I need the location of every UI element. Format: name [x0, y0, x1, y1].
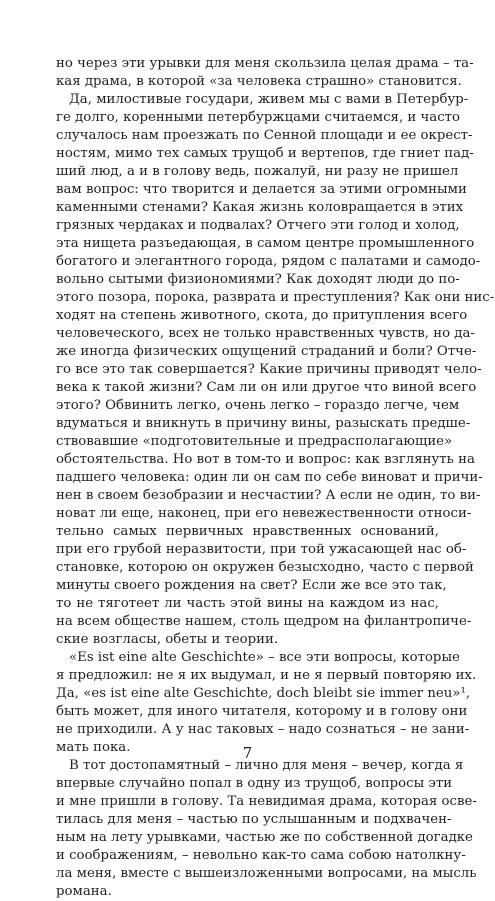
text-line: то не тяготеет ли часть этой вины на каждом из нас, — [56, 596, 439, 611]
text-line: века к такой жизни? Сам ли он или другое что виной всего — [56, 380, 477, 395]
text-line: вам вопрос: что творится и делается за этими огромными — [56, 182, 467, 197]
text-line: тельно самых первичных нравственных оснований, — [56, 524, 439, 539]
text-line: нен в своем безобразии и несчастии? А если не один, то ви- — [56, 488, 481, 503]
text-line: Да, милостивые государи, живем мы с вами в Петербур- — [69, 92, 469, 107]
page-number: 7 — [242, 744, 253, 762]
text-line: я предложил: не я их выдумал, и не я первый повторяю их. — [56, 668, 477, 683]
text-line: богатого и элегантного города, рядом с палатами и самодо- — [56, 254, 481, 269]
text-line: впервые случайно попал в одну из трущоб, вопросы эти — [56, 776, 453, 791]
text-line: новат ли еще, наконец, при его невежественности относи- — [56, 506, 472, 521]
text-line: этого позора, порока, разврата и преступления? Как они нис- — [56, 290, 495, 305]
text-line: вольно сытыми физиономиями? Как доходят люди до по- — [56, 272, 460, 287]
text-line: Да, «es ist eine alte Geschichte, doch bleibt sie immer neu»¹, — [56, 686, 471, 701]
text-line: ге долго, коренными петербуржцами считаемся, и часто — [56, 110, 461, 125]
text-line: же иногда физических ощущений страданий и боли? Отче- — [56, 344, 477, 359]
text-line: ла меня, вместе с вышеизложенными вопросами, на мысль — [56, 866, 477, 881]
text-line: но через эти урывки для меня скользила целая драма – та- — [56, 56, 474, 71]
text-line: эта нищета разъедающая, в самом центре промышленного — [56, 236, 475, 251]
text-line: вдуматься и вникнуть в причину вины, разыскать предше- — [56, 416, 471, 431]
text-line: ным на лету урывками, частью же по собственной догадке — [56, 830, 473, 845]
text-line: го все это так совершается? Какие причины приводят чело- — [56, 362, 482, 377]
page-text — [56, 55, 495, 901]
text-line: В тот достопамятный – лично для меня – вечер, когда я — [69, 758, 464, 773]
text-line: падшего человека: один ли он сам по себе виноват и причи- — [56, 470, 483, 485]
text-line: случалось нам проезжать по Сенной площади и ее окрест- — [56, 128, 473, 143]
text-line: «Es ist eine alte Geschichte» – все эти вопросы, которые — [69, 650, 460, 665]
text-line: ходят на степень животного, скота, до притупления всего — [56, 308, 468, 323]
text-line: ствовавшие «подготовительные и предрасполагающие» — [56, 434, 453, 449]
text-line: тилась для меня – частью по услышанным и подхвачен- — [56, 812, 452, 827]
text-line: этого? Обвинить легко, очень легко – гораздо легче, чем — [56, 398, 460, 413]
text-line: грязных чердаках и подвалах? Отчего эти голод и холод, — [56, 218, 460, 233]
text-line: романа. — [56, 884, 112, 899]
text-line: каменными стенами? Какая жизнь коловращается в этих — [56, 200, 464, 215]
text-line: при его грубой неразвитости, при той ужасающей нас об- — [56, 542, 467, 557]
text-line: и соображениям, – невольно как-то сама собою натолкну- — [56, 848, 466, 863]
text-line: обстоятельства. Но вот в том-то и вопрос: как взглянуть на — [56, 452, 475, 467]
text-line: на всем обществе нашем, столь щедром на филантропиче- — [56, 614, 472, 629]
text-line: и мне пришли в голову. Та невидимая драма, которая осве- — [56, 794, 477, 809]
text-line: не приходили. А у нас таковых – надо сознаться – не зани- — [56, 722, 470, 737]
text-line: мать пока. — [56, 740, 131, 755]
text-line: минуты своего рождения на свет? Если же все это так, — [56, 578, 447, 593]
text-line: человеческого, всех не только нравственных чувств, но да- — [56, 326, 475, 341]
text-line: кая драма, в которой «за человека страшно» становится. — [56, 74, 462, 89]
text-line: ший люд, а и в голову ведь, пожалуй, ни разу не пришел — [56, 164, 459, 179]
text-line: ские возгласы, обеты и теории. — [56, 632, 279, 647]
text-line: становке, которою он окружен безысходно, часто с первой — [56, 560, 474, 575]
text-line: быть может, для иного читателя, которому и в голову они — [56, 704, 468, 719]
text-line: ностям, мимо тех самых трущоб и вертепов, где гниет пад- — [56, 146, 474, 161]
